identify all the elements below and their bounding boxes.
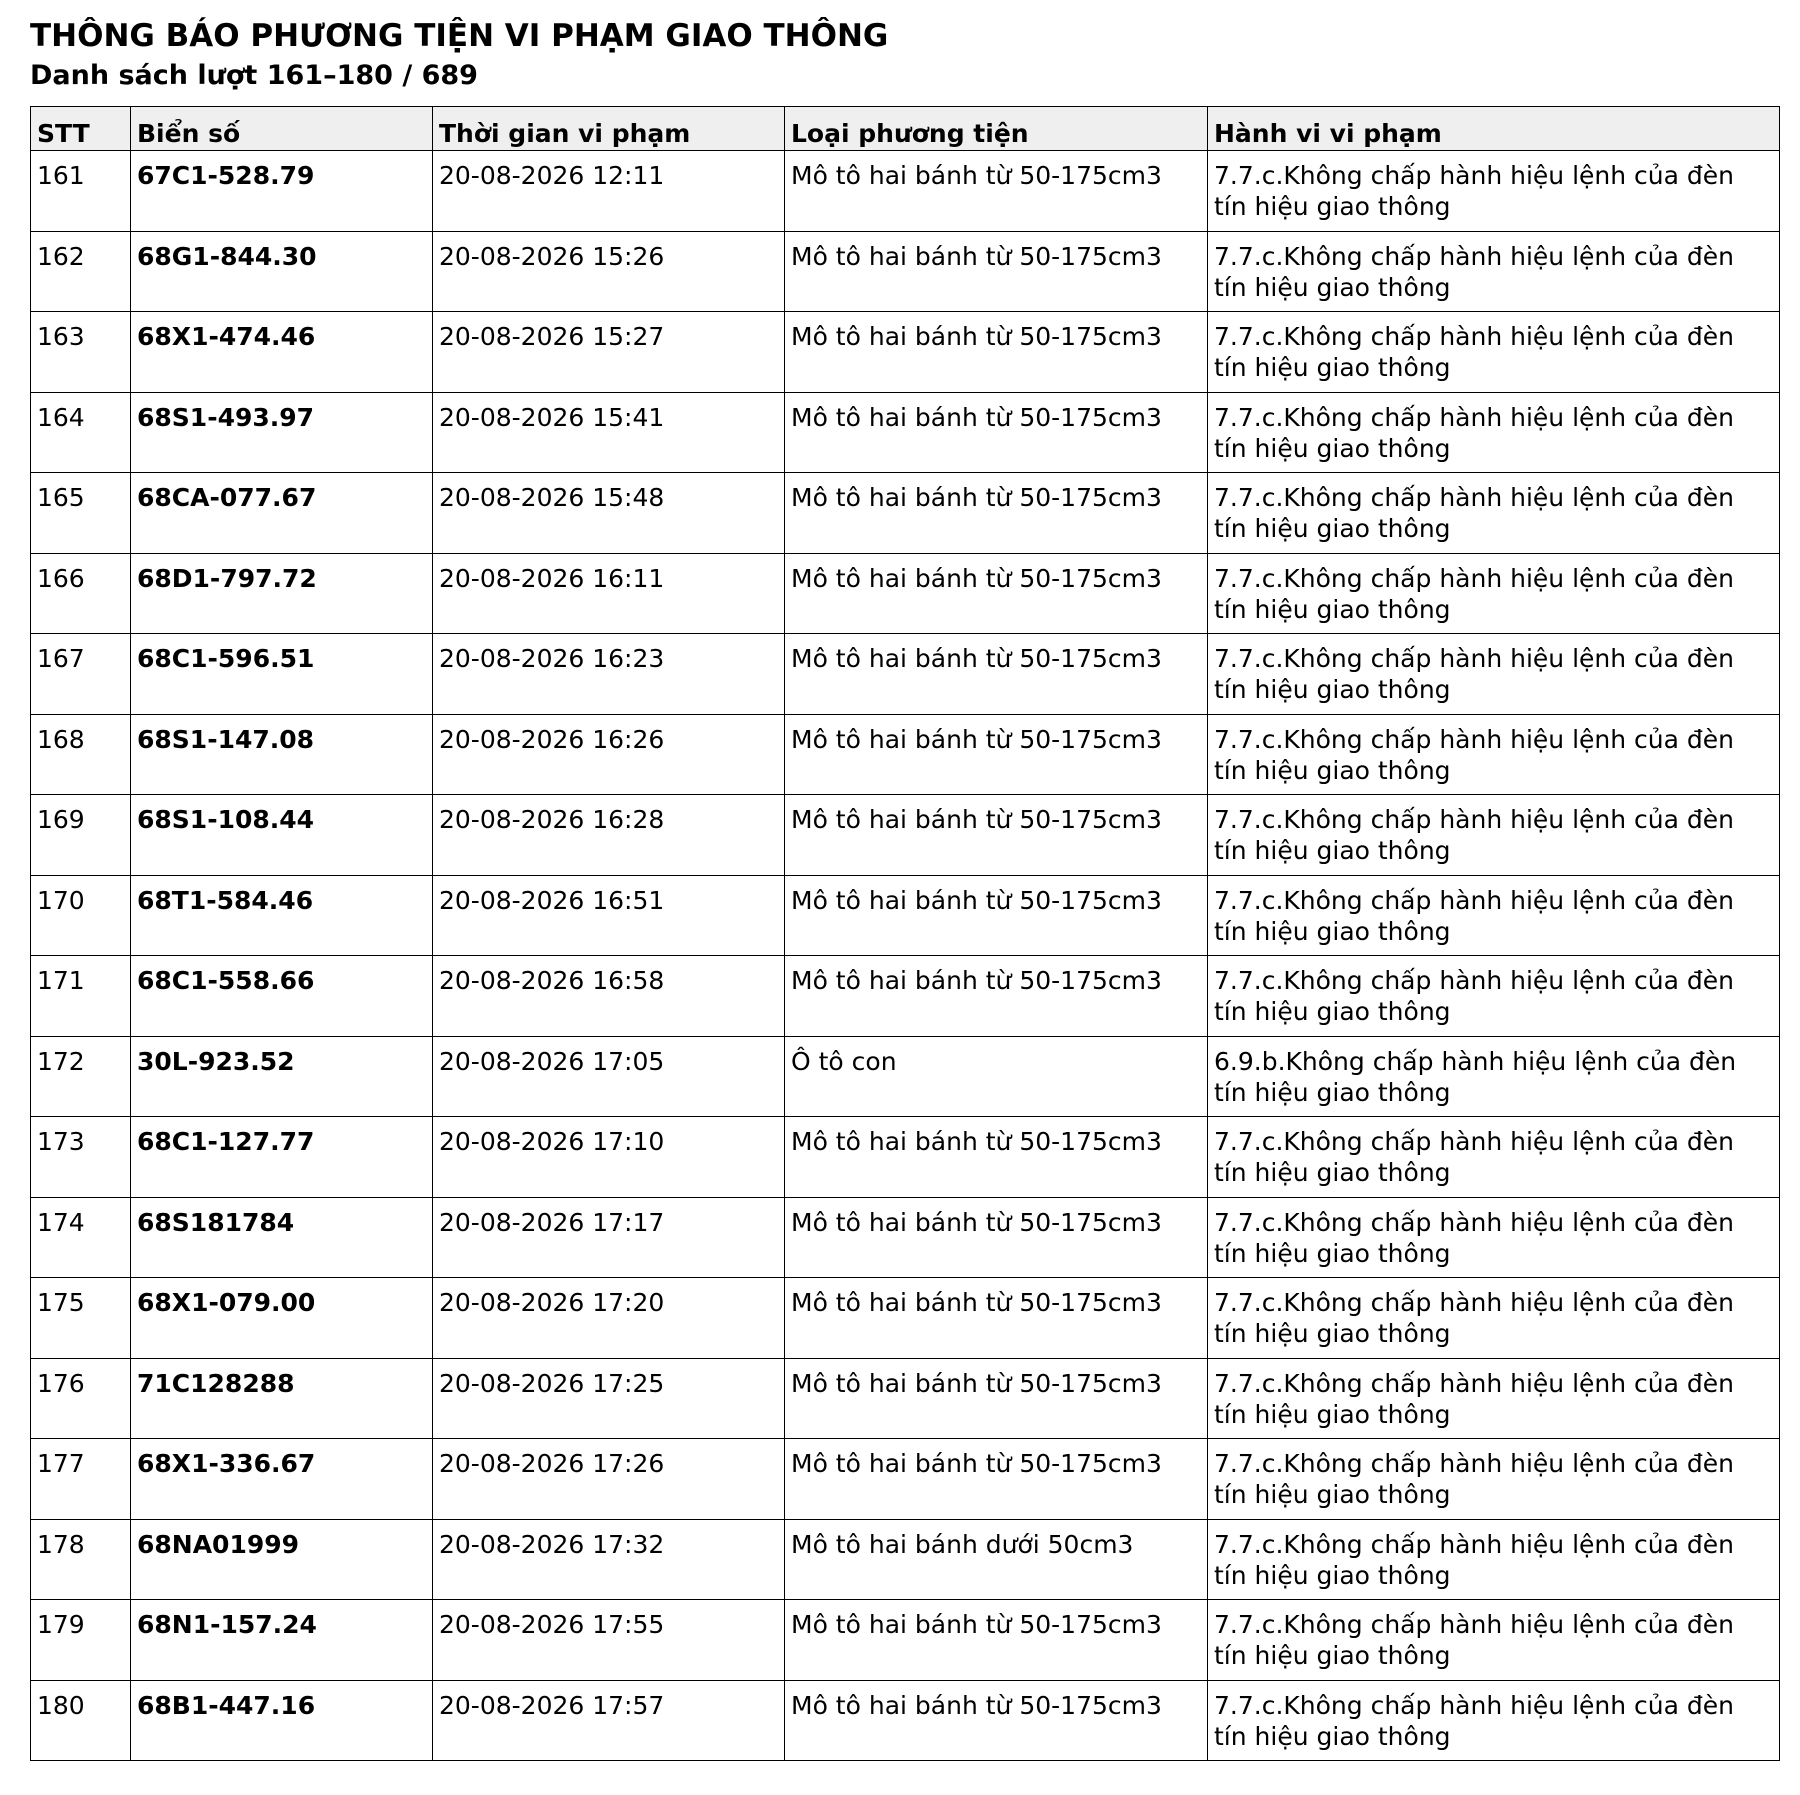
cell-plate: 68X1-336.67 xyxy=(131,1439,433,1520)
cell-plate: 68S1-493.97 xyxy=(131,392,433,473)
cell-plate: 68B1-447.16 xyxy=(131,1680,433,1761)
cell-time: 20-08-2026 17:10 xyxy=(433,1117,785,1198)
cell-stt: 176 xyxy=(31,1358,131,1439)
cell-vehicle-type: Mô tô hai bánh từ 50-175cm3 xyxy=(785,1197,1208,1278)
table-row xyxy=(31,392,1780,473)
cell-vehicle-type: Mô tô hai bánh từ 50-175cm3 xyxy=(785,1439,1208,1520)
cell-plate: 68X1-079.00 xyxy=(131,1278,433,1359)
cell-vehicle-type: Mô tô hai bánh từ 50-175cm3 xyxy=(785,795,1208,876)
cell-plate: 68C1-596.51 xyxy=(131,634,433,715)
cell-stt: 178 xyxy=(31,1519,131,1600)
table-row xyxy=(31,473,1780,554)
cell-time: 20-08-2026 15:27 xyxy=(433,312,785,393)
table-row xyxy=(31,1358,1780,1439)
cell-vehicle-type: Mô tô hai bánh từ 50-175cm3 xyxy=(785,553,1208,634)
cell-vehicle-type: Mô tô hai bánh từ 50-175cm3 xyxy=(785,956,1208,1037)
cell-time: 20-08-2026 12:11 xyxy=(433,151,785,232)
cell-plate: 68C1-558.66 xyxy=(131,956,433,1037)
table-row xyxy=(31,1519,1780,1600)
table-row xyxy=(31,795,1780,876)
cell-stt: 171 xyxy=(31,956,131,1037)
table-row xyxy=(31,956,1780,1037)
table-row xyxy=(31,714,1780,795)
header-plate: Biển số xyxy=(131,107,433,151)
cell-plate: 68D1-797.72 xyxy=(131,553,433,634)
cell-violation: 7.7.c.Không chấp hành hiệu lệnh của đèn tín hiệu giao thông xyxy=(1208,875,1780,956)
cell-violation: 7.7.c.Không chấp hành hiệu lệnh của đèn tín hiệu giao thông xyxy=(1208,1680,1780,1761)
header-row xyxy=(31,107,1780,151)
cell-plate: 68S1-147.08 xyxy=(131,714,433,795)
cell-plate: 30L-923.52 xyxy=(131,1036,433,1117)
table-row xyxy=(31,151,1780,232)
cell-time: 20-08-2026 17:26 xyxy=(433,1439,785,1520)
cell-stt: 161 xyxy=(31,151,131,232)
cell-plate: 68N1-157.24 xyxy=(131,1600,433,1681)
cell-vehicle-type: Mô tô hai bánh từ 50-175cm3 xyxy=(785,473,1208,554)
cell-time: 20-08-2026 16:28 xyxy=(433,795,785,876)
cell-vehicle-type: Mô tô hai bánh từ 50-175cm3 xyxy=(785,1278,1208,1359)
cell-plate: 67C1-528.79 xyxy=(131,151,433,232)
table-row xyxy=(31,1600,1780,1681)
cell-time: 20-08-2026 17:05 xyxy=(433,1036,785,1117)
cell-vehicle-type: Mô tô hai bánh dưới 50cm3 xyxy=(785,1519,1208,1600)
cell-stt: 170 xyxy=(31,875,131,956)
cell-stt: 180 xyxy=(31,1680,131,1761)
cell-vehicle-type: Mô tô hai bánh từ 50-175cm3 xyxy=(785,1600,1208,1681)
cell-stt: 167 xyxy=(31,634,131,715)
table-row xyxy=(31,1117,1780,1198)
table-row xyxy=(31,1278,1780,1359)
cell-violation: 7.7.c.Không chấp hành hiệu lệnh của đèn tín hiệu giao thông xyxy=(1208,473,1780,554)
cell-time: 20-08-2026 16:11 xyxy=(433,553,785,634)
cell-vehicle-type: Mô tô hai bánh từ 50-175cm3 xyxy=(785,875,1208,956)
cell-violation: 7.7.c.Không chấp hành hiệu lệnh của đèn tín hiệu giao thông xyxy=(1208,714,1780,795)
cell-violation: 7.7.c.Không chấp hành hiệu lệnh của đèn tín hiệu giao thông xyxy=(1208,1197,1780,1278)
table-row xyxy=(31,1197,1780,1278)
cell-violation: 7.7.c.Không chấp hành hiệu lệnh của đèn tín hiệu giao thông xyxy=(1208,1278,1780,1359)
cell-time: 20-08-2026 17:32 xyxy=(433,1519,785,1600)
cell-violation: 7.7.c.Không chấp hành hiệu lệnh của đèn tín hiệu giao thông xyxy=(1208,1600,1780,1681)
cell-vehicle-type: Mô tô hai bánh từ 50-175cm3 xyxy=(785,714,1208,795)
header-time: Thời gian vi phạm xyxy=(433,107,785,151)
cell-violation: 7.7.c.Không chấp hành hiệu lệnh của đèn tín hiệu giao thông xyxy=(1208,553,1780,634)
cell-plate: 68CA-077.67 xyxy=(131,473,433,554)
cell-vehicle-type: Mô tô hai bánh từ 50-175cm3 xyxy=(785,151,1208,232)
cell-violation: 7.7.c.Không chấp hành hiệu lệnh của đèn tín hiệu giao thông xyxy=(1208,312,1780,393)
cell-violation: 7.7.c.Không chấp hành hiệu lệnh của đèn tín hiệu giao thông xyxy=(1208,392,1780,473)
cell-violation: 7.7.c.Không chấp hành hiệu lệnh của đèn tín hiệu giao thông xyxy=(1208,1439,1780,1520)
cell-time: 20-08-2026 16:26 xyxy=(433,714,785,795)
cell-stt: 173 xyxy=(31,1117,131,1198)
table-row xyxy=(31,312,1780,393)
cell-time: 20-08-2026 17:17 xyxy=(433,1197,785,1278)
cell-plate: 68S181784 xyxy=(131,1197,433,1278)
cell-violation: 7.7.c.Không chấp hành hiệu lệnh của đèn tín hiệu giao thông xyxy=(1208,1117,1780,1198)
cell-vehicle-type: Mô tô hai bánh từ 50-175cm3 xyxy=(785,392,1208,473)
cell-stt: 168 xyxy=(31,714,131,795)
cell-stt: 175 xyxy=(31,1278,131,1359)
cell-plate: 68C1-127.77 xyxy=(131,1117,433,1198)
cell-violation: 7.7.c.Không chấp hành hiệu lệnh của đèn tín hiệu giao thông xyxy=(1208,1358,1780,1439)
table-row xyxy=(31,875,1780,956)
cell-vehicle-type: Mô tô hai bánh từ 50-175cm3 xyxy=(785,1358,1208,1439)
header-stt: STT xyxy=(31,107,131,151)
cell-violation: 6.9.b.Không chấp hành hiệu lệnh của đèn tín hiệu giao thông xyxy=(1208,1036,1780,1117)
table-row xyxy=(31,634,1780,715)
cell-stt: 169 xyxy=(31,795,131,876)
cell-vehicle-type: Mô tô hai bánh từ 50-175cm3 xyxy=(785,634,1208,715)
cell-violation: 7.7.c.Không chấp hành hiệu lệnh của đèn tín hiệu giao thông xyxy=(1208,151,1780,232)
cell-time: 20-08-2026 15:41 xyxy=(433,392,785,473)
cell-vehicle-type: Mô tô hai bánh từ 50-175cm3 xyxy=(785,1680,1208,1761)
cell-time: 20-08-2026 17:20 xyxy=(433,1278,785,1359)
cell-vehicle-type: Mô tô hai bánh từ 50-175cm3 xyxy=(785,1117,1208,1198)
table-row xyxy=(31,1680,1780,1761)
cell-stt: 177 xyxy=(31,1439,131,1520)
header-vehicle-type: Loại phương tiện xyxy=(785,107,1208,151)
table-row xyxy=(31,1036,1780,1117)
table-row xyxy=(31,553,1780,634)
cell-plate: 68X1-474.46 xyxy=(131,312,433,393)
table-row xyxy=(31,231,1780,312)
cell-time: 20-08-2026 17:55 xyxy=(433,1600,785,1681)
cell-plate: 68T1-584.46 xyxy=(131,875,433,956)
table-header xyxy=(31,107,1780,151)
cell-violation: 7.7.c.Không chấp hành hiệu lệnh của đèn tín hiệu giao thông xyxy=(1208,634,1780,715)
cell-plate: 68S1-108.44 xyxy=(131,795,433,876)
cell-violation: 7.7.c.Không chấp hành hiệu lệnh của đèn tín hiệu giao thông xyxy=(1208,795,1780,876)
cell-vehicle-type: Mô tô hai bánh từ 50-175cm3 xyxy=(785,231,1208,312)
cell-time: 20-08-2026 15:48 xyxy=(433,473,785,554)
cell-vehicle-type: Mô tô hai bánh từ 50-175cm3 xyxy=(785,312,1208,393)
cell-time: 20-08-2026 16:58 xyxy=(433,956,785,1037)
cell-stt: 165 xyxy=(31,473,131,554)
cell-stt: 179 xyxy=(31,1600,131,1681)
page-title: THÔNG BÁO PHƯƠNG TIỆN VI PHẠM GIAO THÔNG xyxy=(30,18,889,54)
cell-stt: 164 xyxy=(31,392,131,473)
cell-vehicle-type: Ô tô con xyxy=(785,1036,1208,1117)
cell-time: 20-08-2026 16:51 xyxy=(433,875,785,956)
cell-violation: 7.7.c.Không chấp hành hiệu lệnh của đèn tín hiệu giao thông xyxy=(1208,956,1780,1037)
cell-stt: 172 xyxy=(31,1036,131,1117)
cell-violation: 7.7.c.Không chấp hành hiệu lệnh của đèn tín hiệu giao thông xyxy=(1208,1519,1780,1600)
header-violation: Hành vi vi phạm xyxy=(1208,107,1780,151)
cell-time: 20-08-2026 17:57 xyxy=(433,1680,785,1761)
cell-plate: 68G1-844.30 xyxy=(131,231,433,312)
violations-table xyxy=(30,106,1780,1761)
cell-stt: 162 xyxy=(31,231,131,312)
page-subtitle: Danh sách lượt 161–180 / 689 xyxy=(30,60,478,91)
cell-stt: 174 xyxy=(31,1197,131,1278)
cell-time: 20-08-2026 16:23 xyxy=(433,634,785,715)
table-body xyxy=(31,151,1780,1761)
cell-violation: 7.7.c.Không chấp hành hiệu lệnh của đèn tín hiệu giao thông xyxy=(1208,231,1780,312)
cell-plate: 71C128288 xyxy=(131,1358,433,1439)
cell-plate: 68NA01999 xyxy=(131,1519,433,1600)
cell-stt: 163 xyxy=(31,312,131,393)
table-row xyxy=(31,1439,1780,1520)
cell-time: 20-08-2026 15:26 xyxy=(433,231,785,312)
cell-stt: 166 xyxy=(31,553,131,634)
cell-time: 20-08-2026 17:25 xyxy=(433,1358,785,1439)
